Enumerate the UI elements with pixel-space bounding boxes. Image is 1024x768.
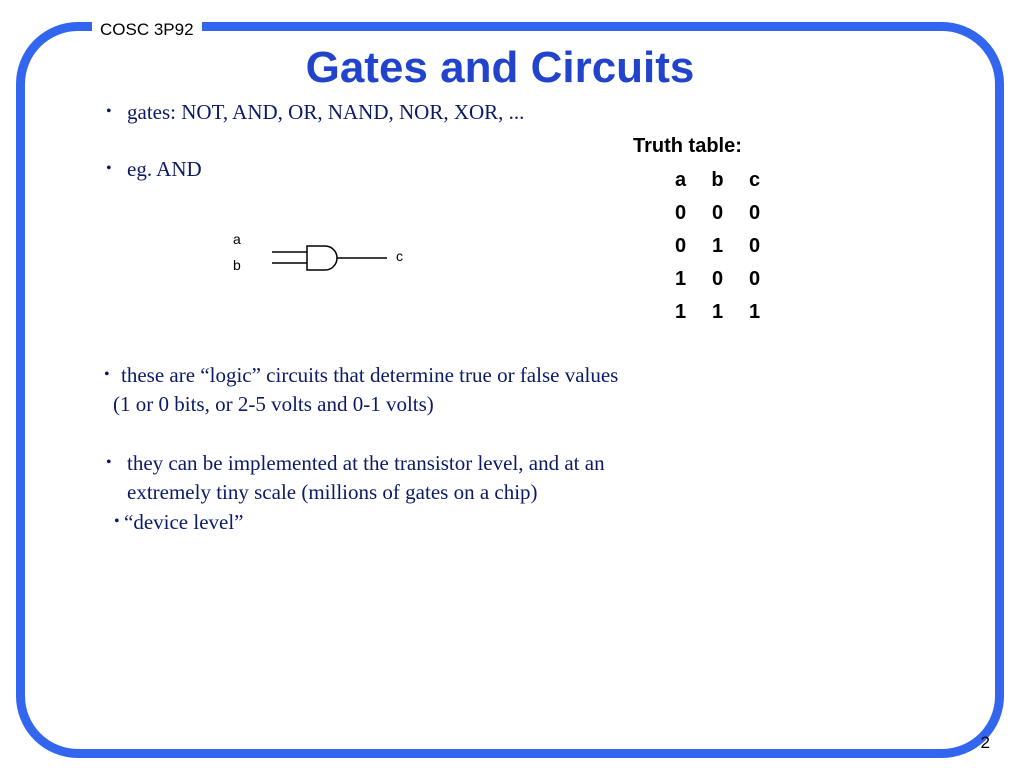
and-gate-icon [265,238,395,278]
bullet-dot: • [106,454,112,471]
truth-table-header: c [748,169,761,191]
gate-body [307,246,337,270]
slide-title: Gates and Circuits [305,43,695,92]
bullet-impl-line2: extremely tiny scale (millions of gates on a chip) [127,480,538,504]
truth-table-header: a [674,169,687,191]
truth-table-header: b [711,169,724,191]
truth-table-title: Truth table: [633,135,742,157]
gate-input-a-label: a [233,231,241,247]
gate-output-c-label: c [396,248,403,264]
truth-table-cell: 0 [711,268,724,290]
truth-table-cell: 0 [748,202,761,224]
bullet-device-level: “device level” [124,510,244,534]
truth-table-cell: 0 [748,268,761,290]
truth-table-cell: 0 [674,202,687,224]
bullet-gates-list: gates: NOT, AND, OR, NAND, NOR, XOR, ... [127,100,525,124]
bullet-dot: • [106,160,112,177]
truth-table-cell: 1 [748,301,761,323]
bullet-dot: • [114,513,120,530]
truth-table-cell: 1 [674,301,687,323]
truth-table-cell: 0 [674,235,687,257]
course-code: COSC 3P92 [92,14,202,42]
truth-table [662,164,773,329]
truth-table-cell: 0 [748,235,761,257]
bullet-dot: • [106,103,112,120]
bullet-logic-line2: (1 or 0 bits, or 2-5 volts and 0-1 volts) [113,392,434,416]
truth-table-cell: 1 [711,301,724,323]
page-number: 2 [980,733,990,752]
bullet-example: eg. AND [127,157,202,181]
truth-table-cell: 0 [711,202,724,224]
truth-table-cell: 1 [674,268,687,290]
truth-table-cell: 1 [711,235,724,257]
gate-input-b-label: b [233,257,241,273]
bullet-dot: • [104,366,110,383]
bullet-impl-line1: they can be implemented at the transistor level, and at an [127,451,605,475]
bullet-logic-line1: these are “logic” circuits that determine true or false values [121,363,619,387]
